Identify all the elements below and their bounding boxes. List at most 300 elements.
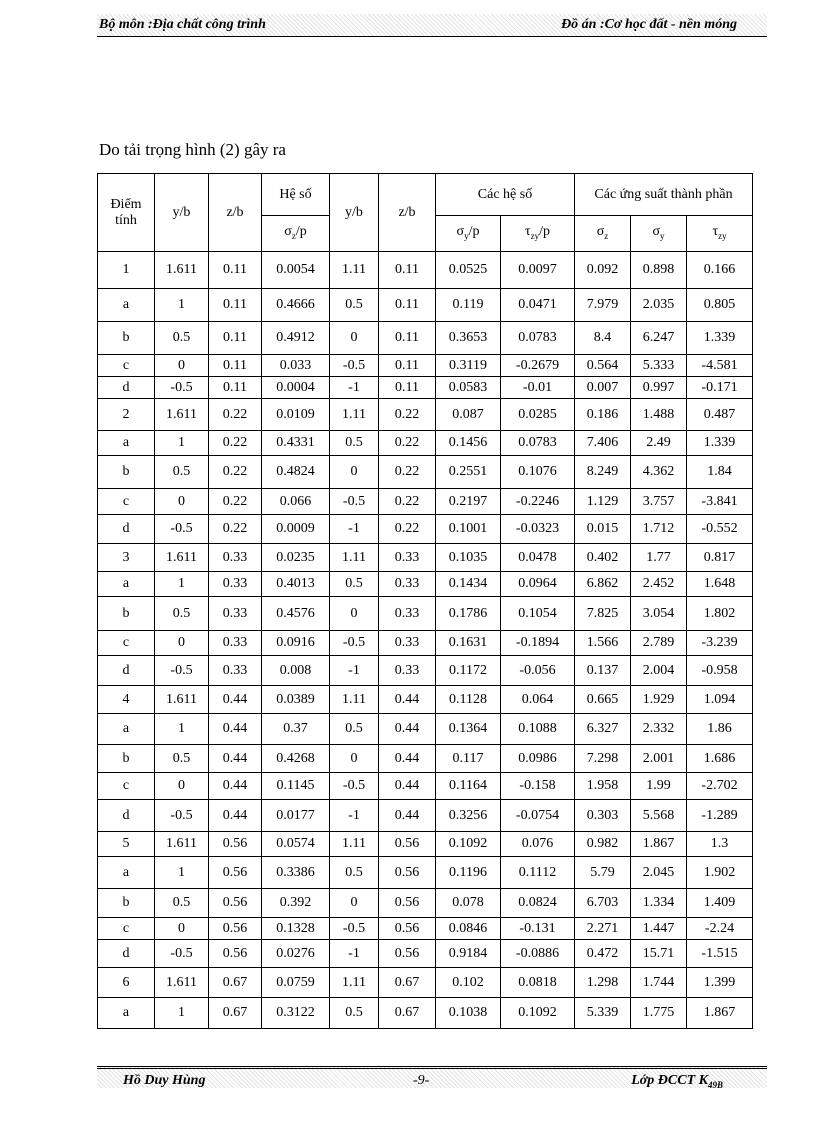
cell-tau: -0.552 [687, 515, 753, 544]
cell-z-b-2: 0.56 [379, 889, 436, 918]
cell-z-b: 0.11 [209, 289, 262, 322]
cell-y-b-2: 0.5 [330, 572, 379, 597]
table-row [98, 656, 753, 686]
cell-sigy-p: 0.1434 [436, 572, 501, 597]
cell-tau-p: -0.2246 [501, 489, 575, 515]
cell-tau-p: -0.1894 [501, 631, 575, 656]
table-row [98, 355, 753, 377]
cell-sigy-p: 0.2197 [436, 489, 501, 515]
cell-tau: 1.902 [687, 857, 753, 889]
table-row [98, 745, 753, 773]
cell-y-b-2: 1.11 [330, 686, 379, 714]
cell-tau: -2.24 [687, 918, 753, 940]
cell-sigz-p: 0.4268 [262, 745, 330, 773]
cell-y-b-2: -0.5 [330, 631, 379, 656]
cell-diem: d [98, 940, 155, 968]
cell-sigz: 0.665 [575, 686, 631, 714]
cell-tau-p: 0.0824 [501, 889, 575, 918]
header-tau: $\tau_{zy}$ [687, 216, 753, 252]
cell-y-b: -0.5 [155, 940, 209, 968]
cell-z-b: 0.11 [209, 377, 262, 399]
cell-z-b-2: 0.22 [379, 515, 436, 544]
cell-z-b: 0.22 [209, 399, 262, 431]
cell-tau: -1.515 [687, 940, 753, 968]
cell-y-b-2: -0.5 [330, 918, 379, 940]
table-row [98, 572, 753, 597]
cell-sigz: 7.979 [575, 289, 631, 322]
cell-sigz-p: 0.008 [262, 656, 330, 686]
cell-sigz-p: 0.4013 [262, 572, 330, 597]
cell-y-b-2: -1 [330, 940, 379, 968]
cell-y-b: 0.5 [155, 889, 209, 918]
cell-sigz: 0.402 [575, 544, 631, 572]
cell-sigy-p: 0.1196 [436, 857, 501, 889]
cell-y-b: 1.611 [155, 399, 209, 431]
cell-diem: a [98, 289, 155, 322]
cell-tau-p: 0.0097 [501, 252, 575, 289]
footer-page-number: -9- [413, 1073, 430, 1088]
cell-sigz: 2.271 [575, 918, 631, 940]
cell-sigz: 7.825 [575, 597, 631, 631]
cell-sigz: 6.327 [575, 714, 631, 745]
cell-tau-p: 0.1088 [501, 714, 575, 745]
cell-sigz: 0.092 [575, 252, 631, 289]
cell-tau: 1.648 [687, 572, 753, 597]
cell-y-b: 0.5 [155, 456, 209, 489]
cell-sigz: 0.472 [575, 940, 631, 968]
cell-sigy-p: 0.102 [436, 968, 501, 998]
cell-sigz-p: 0.1328 [262, 918, 330, 940]
cell-sigz: 1.566 [575, 631, 631, 656]
section-title: Do tải trọng hình (2) gây ra [99, 140, 286, 159]
cell-sigy-p: 0.3256 [436, 800, 501, 832]
cell-sigz-p: 0.4912 [262, 322, 330, 355]
cell-y-b-2: -0.5 [330, 489, 379, 515]
cell-tau-p: 0.0986 [501, 745, 575, 773]
cell-tau-p: 0.064 [501, 686, 575, 714]
cell-tau-p: -0.2679 [501, 355, 575, 377]
cell-z-b-2: 0.33 [379, 597, 436, 631]
cell-z-b: 0.33 [209, 631, 262, 656]
cell-sigy: 2.004 [631, 656, 687, 686]
cell-tau-p: 0.0478 [501, 544, 575, 572]
cell-z-b-2: 0.22 [379, 399, 436, 431]
cell-diem: a [98, 714, 155, 745]
table-row [98, 289, 753, 322]
header-sigz-p: $\sigma_z/p$ [262, 216, 330, 252]
cell-y-b: 0 [155, 631, 209, 656]
table-row [98, 377, 753, 399]
cell-tau: 1.802 [687, 597, 753, 631]
cell-y-b-2: -1 [330, 515, 379, 544]
cell-z-b: 0.56 [209, 889, 262, 918]
cell-sigz: 1.958 [575, 773, 631, 800]
cell-diem: 1 [98, 252, 155, 289]
cell-sigy-p: 0.0846 [436, 918, 501, 940]
cell-sigz-p: 0.0574 [262, 832, 330, 857]
cell-tau-p: 0.0818 [501, 968, 575, 998]
cell-sigy: 3.054 [631, 597, 687, 631]
cell-z-b: 0.22 [209, 456, 262, 489]
header-sigz: $\sigma_z$ [575, 216, 631, 252]
cell-tau-p: -0.158 [501, 773, 575, 800]
cell-tau: 1.339 [687, 431, 753, 456]
cell-diem: b [98, 456, 155, 489]
cell-diem: 3 [98, 544, 155, 572]
cell-sigy: 1.488 [631, 399, 687, 431]
table-row [98, 998, 753, 1029]
cell-z-b: 0.11 [209, 322, 262, 355]
cell-y-b: 0.5 [155, 322, 209, 355]
table-row [98, 889, 753, 918]
cell-z-b: 0.56 [209, 857, 262, 889]
cell-sigz: 5.79 [575, 857, 631, 889]
cell-y-b: 1.611 [155, 544, 209, 572]
cell-sigy: 1.77 [631, 544, 687, 572]
cell-sigz-p: 0.0235 [262, 544, 330, 572]
cell-z-b-2: 0.11 [379, 252, 436, 289]
cell-sigz-p: 0.4331 [262, 431, 330, 456]
cell-tau-p: -0.056 [501, 656, 575, 686]
table-row [98, 857, 753, 889]
cell-z-b-2: 0.44 [379, 745, 436, 773]
cell-diem: d [98, 515, 155, 544]
cell-sigy-p: 0.1172 [436, 656, 501, 686]
cell-y-b: 1.611 [155, 686, 209, 714]
table-row [98, 515, 753, 544]
cell-sigz-p: 0.0177 [262, 800, 330, 832]
cell-sigy: 2.045 [631, 857, 687, 889]
cell-diem: c [98, 918, 155, 940]
cell-y-b-2: -1 [330, 656, 379, 686]
cell-z-b: 0.33 [209, 656, 262, 686]
cell-sigy-p: 0.2551 [436, 456, 501, 489]
cell-z-b: 0.33 [209, 544, 262, 572]
table-row [98, 832, 753, 857]
cell-sigz-p: 0.4824 [262, 456, 330, 489]
cell-y-b: 1 [155, 714, 209, 745]
cell-tau-p: -0.0754 [501, 800, 575, 832]
cell-sigy: 1.929 [631, 686, 687, 714]
cell-sigz: 5.339 [575, 998, 631, 1029]
cell-tau-p: -0.0886 [501, 940, 575, 968]
cell-tau: 0.166 [687, 252, 753, 289]
cell-sigy: 4.362 [631, 456, 687, 489]
cell-sigy: 1.867 [631, 832, 687, 857]
cell-y-b-2: 0.5 [330, 431, 379, 456]
cell-y-b: 1 [155, 289, 209, 322]
cell-tau: 1.86 [687, 714, 753, 745]
cell-tau: -0.958 [687, 656, 753, 686]
table-row [98, 800, 753, 832]
header-right: Đồ án :Cơ học đất - nền móng [561, 17, 737, 32]
cell-sigy: 1.99 [631, 773, 687, 800]
cell-z-b-2: 0.56 [379, 832, 436, 857]
cell-sigy-p: 0.3119 [436, 355, 501, 377]
cell-z-b: 0.22 [209, 431, 262, 456]
cell-tau: 1.84 [687, 456, 753, 489]
cell-sigz: 8.4 [575, 322, 631, 355]
cell-sigz-p: 0.0389 [262, 686, 330, 714]
cell-sigz-p: 0.3122 [262, 998, 330, 1029]
cell-tau: -3.841 [687, 489, 753, 515]
table-row [98, 322, 753, 355]
cell-diem: 2 [98, 399, 155, 431]
cell-y-b: -0.5 [155, 656, 209, 686]
cell-diem: b [98, 889, 155, 918]
cell-sigz-p: 0.37 [262, 714, 330, 745]
cell-tau-p: 0.0285 [501, 399, 575, 431]
cell-diem: c [98, 489, 155, 515]
cell-sigz: 7.298 [575, 745, 631, 773]
cell-z-b: 0.56 [209, 918, 262, 940]
cell-diem: c [98, 773, 155, 800]
cell-z-b: 0.44 [209, 745, 262, 773]
cell-tau-p: 0.0783 [501, 322, 575, 355]
footer-class: Lớp ĐCCT $K_{49B}$ [631, 1073, 723, 1090]
cell-y-b: -0.5 [155, 515, 209, 544]
cell-z-b-2: 0.44 [379, 773, 436, 800]
cell-sigz-p: 0.4666 [262, 289, 330, 322]
cell-z-b: 0.44 [209, 773, 262, 800]
header-cac-he-so: Các hệ số [436, 174, 575, 216]
cell-sigz: 0.303 [575, 800, 631, 832]
cell-y-b-2: -1 [330, 800, 379, 832]
cell-sigz: 0.015 [575, 515, 631, 544]
cell-tau-p: 0.0471 [501, 289, 575, 322]
cell-diem: 5 [98, 832, 155, 857]
cell-diem: a [98, 572, 155, 597]
cell-y-b-2: 1.11 [330, 968, 379, 998]
cell-sigz-p: 0.0009 [262, 515, 330, 544]
header-zb2: z/b [379, 174, 436, 252]
cell-y-b-2: 0 [330, 456, 379, 489]
cell-tau-p: -0.131 [501, 918, 575, 940]
cell-y-b: 0 [155, 918, 209, 940]
cell-sigy: 1.447 [631, 918, 687, 940]
cell-sigy-p: 0.9184 [436, 940, 501, 968]
cell-tau-p: 0.0964 [501, 572, 575, 597]
cell-diem: b [98, 745, 155, 773]
header-tau-p: $\tau_{zy}/p$ [501, 216, 575, 252]
cell-y-b-2: 1.11 [330, 544, 379, 572]
cell-sigy-p: 0.0583 [436, 377, 501, 399]
cell-sigy: 6.247 [631, 322, 687, 355]
cell-tau: 0.805 [687, 289, 753, 322]
table-row [98, 597, 753, 631]
cell-z-b: 0.67 [209, 968, 262, 998]
cell-sigz-p: 0.0759 [262, 968, 330, 998]
cell-sigz: 0.564 [575, 355, 631, 377]
cell-sigz-p: 0.033 [262, 355, 330, 377]
cell-sigz: 0.982 [575, 832, 631, 857]
header-left: Bộ môn :Địa chất công trình [99, 17, 266, 32]
cell-z-b: 0.56 [209, 832, 262, 857]
cell-y-b: 1.611 [155, 252, 209, 289]
table-row [98, 773, 753, 800]
cell-sigy-p: 0.1092 [436, 832, 501, 857]
header-heso: Hệ số [262, 174, 330, 216]
cell-diem: b [98, 597, 155, 631]
cell-z-b: 0.22 [209, 489, 262, 515]
table-row [98, 631, 753, 656]
cell-tau: 0.487 [687, 399, 753, 431]
cell-y-b: 1 [155, 998, 209, 1029]
cell-z-b: 0.33 [209, 597, 262, 631]
cell-y-b-2: 1.11 [330, 252, 379, 289]
cell-sigy-p: 0.1456 [436, 431, 501, 456]
cell-diem: a [98, 857, 155, 889]
cell-sigz-p: 0.0054 [262, 252, 330, 289]
cell-y-b-2: 0 [330, 597, 379, 631]
cell-sigz-p: 0.066 [262, 489, 330, 515]
cell-sigy-p: 0.0525 [436, 252, 501, 289]
cell-z-b-2: 0.22 [379, 456, 436, 489]
cell-z-b-2: 0.56 [379, 918, 436, 940]
cell-diem: 6 [98, 968, 155, 998]
cell-sigz: 0.186 [575, 399, 631, 431]
cell-y-b: 1 [155, 431, 209, 456]
cell-diem: c [98, 631, 155, 656]
cell-z-b-2: 0.22 [379, 489, 436, 515]
cell-sigz: 1.129 [575, 489, 631, 515]
table-row [98, 714, 753, 745]
cell-z-b-2: 0.67 [379, 968, 436, 998]
cell-y-b: 1 [155, 857, 209, 889]
cell-sigy-p: 0.1631 [436, 631, 501, 656]
cell-y-b-2: -1 [330, 377, 379, 399]
cell-y-b: 0.5 [155, 597, 209, 631]
cell-sigy: 2.035 [631, 289, 687, 322]
cell-tau: 1.686 [687, 745, 753, 773]
cell-tau: -2.702 [687, 773, 753, 800]
header-yb: y/b [155, 174, 209, 252]
table-row [98, 399, 753, 431]
table-row [98, 456, 753, 489]
cell-y-b: -0.5 [155, 800, 209, 832]
cell-sigy-p: 0.1128 [436, 686, 501, 714]
cell-sigz: 7.406 [575, 431, 631, 456]
cell-y-b-2: 1.11 [330, 399, 379, 431]
cell-sigz: 0.007 [575, 377, 631, 399]
header-yb2: y/b [330, 174, 379, 252]
cell-y-b: 1.611 [155, 968, 209, 998]
cell-sigy-p: 0.087 [436, 399, 501, 431]
cell-sigy: 1.712 [631, 515, 687, 544]
cell-tau: 1.094 [687, 686, 753, 714]
header-zb: z/b [209, 174, 262, 252]
cell-z-b: 0.11 [209, 252, 262, 289]
cell-sigz-p: 0.0916 [262, 631, 330, 656]
cell-y-b-2: -0.5 [330, 355, 379, 377]
cell-z-b: 0.22 [209, 515, 262, 544]
cell-sigy-p: 0.1035 [436, 544, 501, 572]
table-row [98, 686, 753, 714]
cell-sigy: 2.001 [631, 745, 687, 773]
cell-diem: a [98, 998, 155, 1029]
cell-sigy: 3.757 [631, 489, 687, 515]
cell-y-b: 0.5 [155, 745, 209, 773]
cell-y-b-2: -0.5 [330, 773, 379, 800]
cell-z-b: 0.33 [209, 572, 262, 597]
cell-tau: 1.399 [687, 968, 753, 998]
cell-z-b-2: 0.11 [379, 289, 436, 322]
cell-sigy-p: 0.1164 [436, 773, 501, 800]
cell-z-b: 0.44 [209, 800, 262, 832]
cell-z-b: 0.44 [209, 686, 262, 714]
cell-z-b: 0.11 [209, 355, 262, 377]
cell-y-b-2: 0 [330, 322, 379, 355]
cell-sigy-p: 0.1038 [436, 998, 501, 1029]
page-header [97, 14, 767, 37]
cell-y-b: 0 [155, 355, 209, 377]
cell-tau: -1.289 [687, 800, 753, 832]
cell-diem: 4 [98, 686, 155, 714]
cell-tau-p: 0.1076 [501, 456, 575, 489]
table-row [98, 940, 753, 968]
footer-author: Hồ Duy Hùng [123, 1073, 206, 1088]
cell-z-b: 0.44 [209, 714, 262, 745]
table-row [98, 252, 753, 289]
cell-sigz: 0.137 [575, 656, 631, 686]
cell-sigy: 0.898 [631, 252, 687, 289]
cell-z-b: 0.56 [209, 940, 262, 968]
cell-sigy-p: 0.117 [436, 745, 501, 773]
cell-sigz: 1.298 [575, 968, 631, 998]
cell-diem: a [98, 431, 155, 456]
cell-sigy: 5.333 [631, 355, 687, 377]
cell-z-b-2: 0.56 [379, 857, 436, 889]
cell-sigy-p: 0.1001 [436, 515, 501, 544]
cell-sigz-p: 0.1145 [262, 773, 330, 800]
cell-sigy: 2.49 [631, 431, 687, 456]
cell-tau-p: 0.1112 [501, 857, 575, 889]
cell-y-b-2: 1.11 [330, 832, 379, 857]
cell-tau: 1.3 [687, 832, 753, 857]
header-diem: Điểm tính [98, 174, 155, 252]
cell-y-b: -0.5 [155, 377, 209, 399]
table-row [98, 968, 753, 998]
cell-z-b-2: 0.56 [379, 940, 436, 968]
cell-y-b: 1.611 [155, 832, 209, 857]
cell-y-b-2: 0.5 [330, 998, 379, 1029]
header-sigy-p: $\sigma_y/p$ [436, 216, 501, 252]
cell-z-b-2: 0.33 [379, 631, 436, 656]
cell-tau: 1.409 [687, 889, 753, 918]
cell-sigy: 2.452 [631, 572, 687, 597]
cell-diem: d [98, 800, 155, 832]
cell-z-b-2: 0.33 [379, 572, 436, 597]
cell-diem: b [98, 322, 155, 355]
cell-tau: -3.239 [687, 631, 753, 656]
cell-sigz-p: 0.0276 [262, 940, 330, 968]
table-row [98, 489, 753, 515]
cell-tau-p: 0.076 [501, 832, 575, 857]
cell-sigy-p: 0.1364 [436, 714, 501, 745]
cell-sigy: 0.997 [631, 377, 687, 399]
cell-sigz-p: 0.0109 [262, 399, 330, 431]
table-row [98, 918, 753, 940]
cell-sigy: 15.71 [631, 940, 687, 968]
cell-sigy-p: 0.1786 [436, 597, 501, 631]
cell-z-b-2: 0.44 [379, 800, 436, 832]
cell-tau-p: 0.1054 [501, 597, 575, 631]
cell-tau-p: 0.0783 [501, 431, 575, 456]
cell-tau-p: -0.01 [501, 377, 575, 399]
cell-z-b-2: 0.22 [379, 431, 436, 456]
cell-y-b: 0 [155, 773, 209, 800]
cell-tau: 1.867 [687, 998, 753, 1029]
